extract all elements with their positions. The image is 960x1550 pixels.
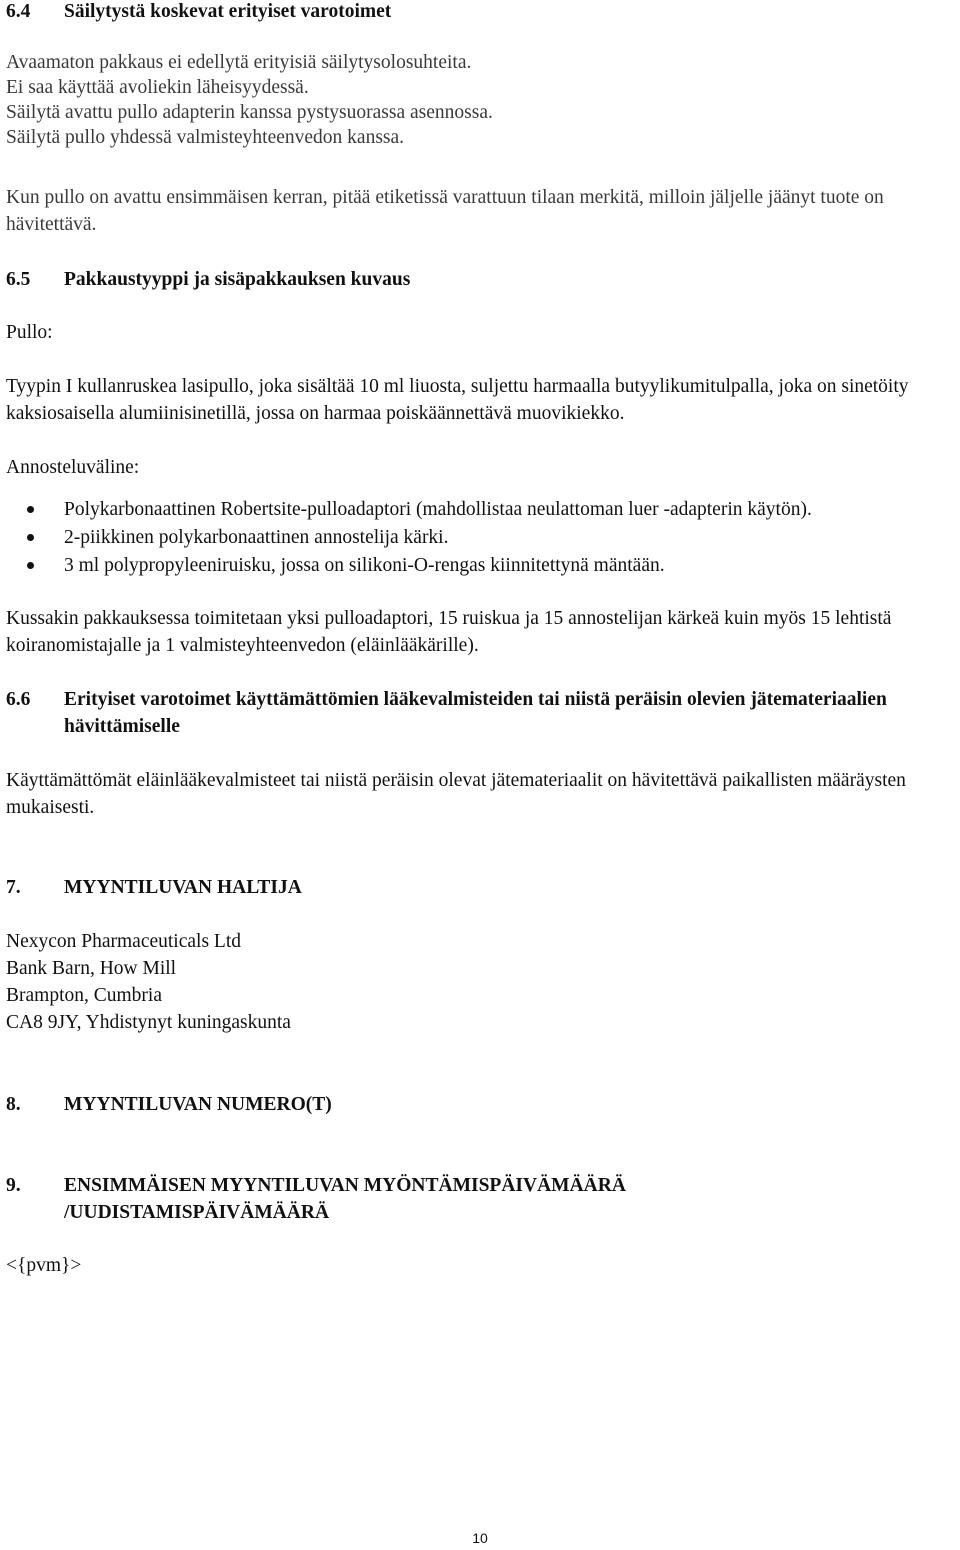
page-number: 10 xyxy=(472,1530,488,1546)
address-line: Bank Barn, How Mill xyxy=(6,958,177,979)
section-number: 6.5 xyxy=(6,269,31,290)
section-title: MYYNTILUVAN HALTIJA xyxy=(64,877,302,898)
bullet-icon xyxy=(27,534,34,541)
section-6-4-heading xyxy=(6,0,391,25)
section-number: 7. xyxy=(6,877,21,898)
list-item-text: Polykarbonaattinen Robertsite-pulloadaptori (mahdollistaa neulattoman luer -adapterin käytön). xyxy=(64,499,812,520)
holder-address xyxy=(6,928,291,1036)
address-line: Brampton, Cumbria xyxy=(6,985,162,1006)
list-item-text: 2-piikkinen polykarbonaattinen annostelija kärki. xyxy=(64,527,449,548)
date-placeholder: <{pvm}> xyxy=(6,1255,82,1276)
list-item xyxy=(6,551,951,580)
list-item xyxy=(6,523,951,552)
package-contents: Kussakin pakkauksessa toimitetaan yksi pulloadaptori, 15 ruiskua ja 15 annostelijan kärkeä kuin myös 15 lehtistä koiranomistajalle ja 1 valmisteyhteenvedon (eläinlääkärille). xyxy=(6,608,892,656)
bullet-icon xyxy=(27,506,34,513)
bottle-label: Pullo: xyxy=(6,322,53,343)
section-6-6-heading xyxy=(6,686,906,740)
section-title: Pakkaustyyppi ja sisäpakkauksen kuvaus xyxy=(64,269,411,290)
storage-line: Säilytä pullo yhdessä valmisteyhteenvedon kanssa. xyxy=(6,127,405,148)
section-8-heading xyxy=(6,1091,332,1118)
section-title: MYYNTILUVAN NUMERO(T) xyxy=(64,1094,332,1115)
section-9-heading xyxy=(6,1172,766,1226)
section-number: 6.6 xyxy=(6,689,31,710)
section-title: Säilytystä koskevat erityiset varotoimet xyxy=(64,1,392,22)
list-item-text: 3 ml polypropyleeniruisku, jossa on silikoni-O-rengas kiinnitettynä mäntään. xyxy=(64,555,665,576)
bullet-icon xyxy=(27,562,34,569)
address-line: Nexycon Pharmaceuticals Ltd xyxy=(6,931,241,952)
address-line: CA8 9JY, Yhdistynyt kuningaskunta xyxy=(6,1012,291,1033)
storage-line: Avaamaton pakkaus ei edellytä erityisiä säilytysolosuhteita. xyxy=(6,52,472,73)
section-number: 9. xyxy=(6,1175,21,1196)
section-number: 8. xyxy=(6,1094,21,1115)
list-item xyxy=(6,495,951,524)
storage-lines xyxy=(6,49,936,151)
storage-paragraph: Kun pullo on avattu ensimmäisen kerran, pitää etiketissä varattuun tilaan merkitä, milloin jäljelle jäänyt tuote on hävitettävä. xyxy=(6,187,884,235)
bottle-description: Tyypin I kullanruskea lasipullo, joka sisältää 10 ml liuosta, suljettu harmaalla butyylikumitulpalla, joka on sinetöity kaksiosaisella alumiinisinetillä, jossa on harmaa poiskäännettävä muovikiekko. xyxy=(6,376,909,424)
section-6-5-heading xyxy=(6,266,410,293)
section-7-heading xyxy=(6,874,302,901)
section-number: 6.4 xyxy=(6,1,31,22)
storage-line: Ei saa käyttää avoliekin läheisyydessä. xyxy=(6,77,309,98)
dosing-device-list xyxy=(6,495,951,580)
dosing-device-label: Annosteluväline: xyxy=(6,457,140,478)
section-title: Erityiset varotoimet käyttämättömien lääkevalmisteiden tai niistä peräisin olevien jätemateriaalien hävittämiselle xyxy=(64,689,887,737)
section-title: ENSIMMÄISEN MYYNTILUVAN MYÖNTÄMISPÄIVÄMÄÄRÄ /UUDISTAMISPÄIVÄMÄÄRÄ xyxy=(64,1175,626,1223)
storage-line: Säilytä avattu pullo adapterin kanssa pystysuorassa asennossa. xyxy=(6,102,493,123)
disposal-text: Käyttämättömät eläinlääkevalmisteet tai niistä peräisin olevat jätemateriaalit on hävitettävä paikallisten määräysten mukaisesti. xyxy=(6,770,906,818)
